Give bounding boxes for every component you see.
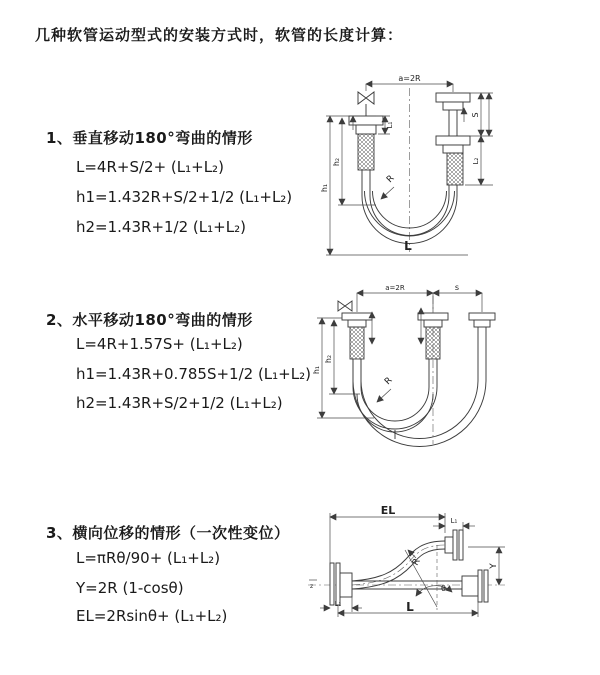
formula-line: L=πRθ/90+ (L₁+L₂) — [76, 549, 221, 567]
d2-label-a2r: a=2R — [385, 284, 405, 292]
valve-icon — [338, 301, 352, 311]
d3-label-y: Y — [489, 563, 499, 569]
d1-label-h2: h₂ — [332, 157, 341, 167]
d1-label-l2: L₂ — [472, 157, 480, 165]
d3-dim-l — [338, 600, 478, 617]
formula-line: L=4R+S/2+ (L₁+L₂) — [76, 158, 224, 176]
section1-heading: 1、垂直移动180°弯曲的情形 — [46, 129, 253, 147]
d2-label-s: s — [454, 283, 460, 292]
d3-dim-l1-top — [433, 517, 475, 530]
d3-left-flange — [330, 563, 352, 605]
d1-radius-callout — [381, 174, 397, 199]
d2-dim-s — [433, 283, 482, 293]
d2-small-dims — [372, 308, 421, 344]
d3-label-theta: θ — [441, 584, 446, 593]
d1-label-a2r: a=2R — [398, 74, 421, 83]
d2-label-h1: h₁ — [312, 365, 321, 375]
d2-label-r: R — [383, 375, 395, 388]
diagram-lateral-displacement — [300, 500, 598, 632]
d2-dim-a2r — [357, 284, 482, 312]
section2-heading: 2、水平移动180°弯曲的情形 — [46, 311, 253, 329]
formula-line: Y=2R (1-cosθ) — [76, 579, 184, 597]
d1-label-l1: L₁ — [386, 121, 394, 129]
d2-hose — [353, 342, 486, 447]
page-title: 几种软管运动型式的安装方式时，软管的长度计算： — [35, 26, 404, 44]
formula-line: h2=1.43R+1/2 (L₁+L₂) — [76, 218, 246, 236]
formula-line: h1=1.43R+0.785S+1/2 (L₁+L₂) — [76, 365, 311, 383]
d1-label-r: R — [385, 173, 397, 186]
d3-dim-l1-bottom — [320, 597, 362, 612]
d2-left-fitting — [342, 313, 372, 359]
diagram-horizontal-180-bend — [312, 282, 595, 460]
d2-radius-callout — [377, 376, 395, 402]
d3-label-el: EL — [380, 504, 396, 517]
d3-label-l1-bottom: L₁ — [334, 600, 342, 608]
diagram-vertical-180-bend — [318, 70, 590, 265]
d3-dim-el — [330, 504, 445, 563]
d1-left-fitting — [349, 116, 383, 170]
section3-heading: 3、横向位移的情形（一次性变位） — [46, 524, 290, 542]
d2-middle-fitting — [418, 313, 448, 359]
d3-label-l1-top: L₁ — [450, 517, 458, 525]
formula-line: h2=1.43R+S/2+1/2 (L₁+L₂) — [76, 394, 283, 412]
d3-label-l: L — [406, 600, 414, 614]
d3-curved-hose — [352, 530, 463, 589]
formula-line: h1=1.432R+S/2+1/2 (L₁+L₂) — [76, 188, 293, 206]
d1-right-fitting — [436, 93, 470, 185]
d1-label-s: S — [471, 112, 480, 118]
d1-label-h1: h₁ — [320, 183, 329, 193]
valve-icon — [358, 92, 374, 116]
d3-label-r: R — [410, 557, 423, 568]
formula-line: L=4R+1.57S+ (L₁+L₂) — [76, 335, 243, 353]
d2-label-h2: h₂ — [324, 354, 333, 364]
d2-right-fitting — [469, 313, 495, 342]
formula-line: EL=2Rsinθ+ (L₁+L₂) — [76, 607, 228, 625]
d1-dim-s — [470, 93, 493, 136]
d1-label-l: L — [404, 239, 412, 253]
centerline-mark: z — [310, 583, 314, 590]
